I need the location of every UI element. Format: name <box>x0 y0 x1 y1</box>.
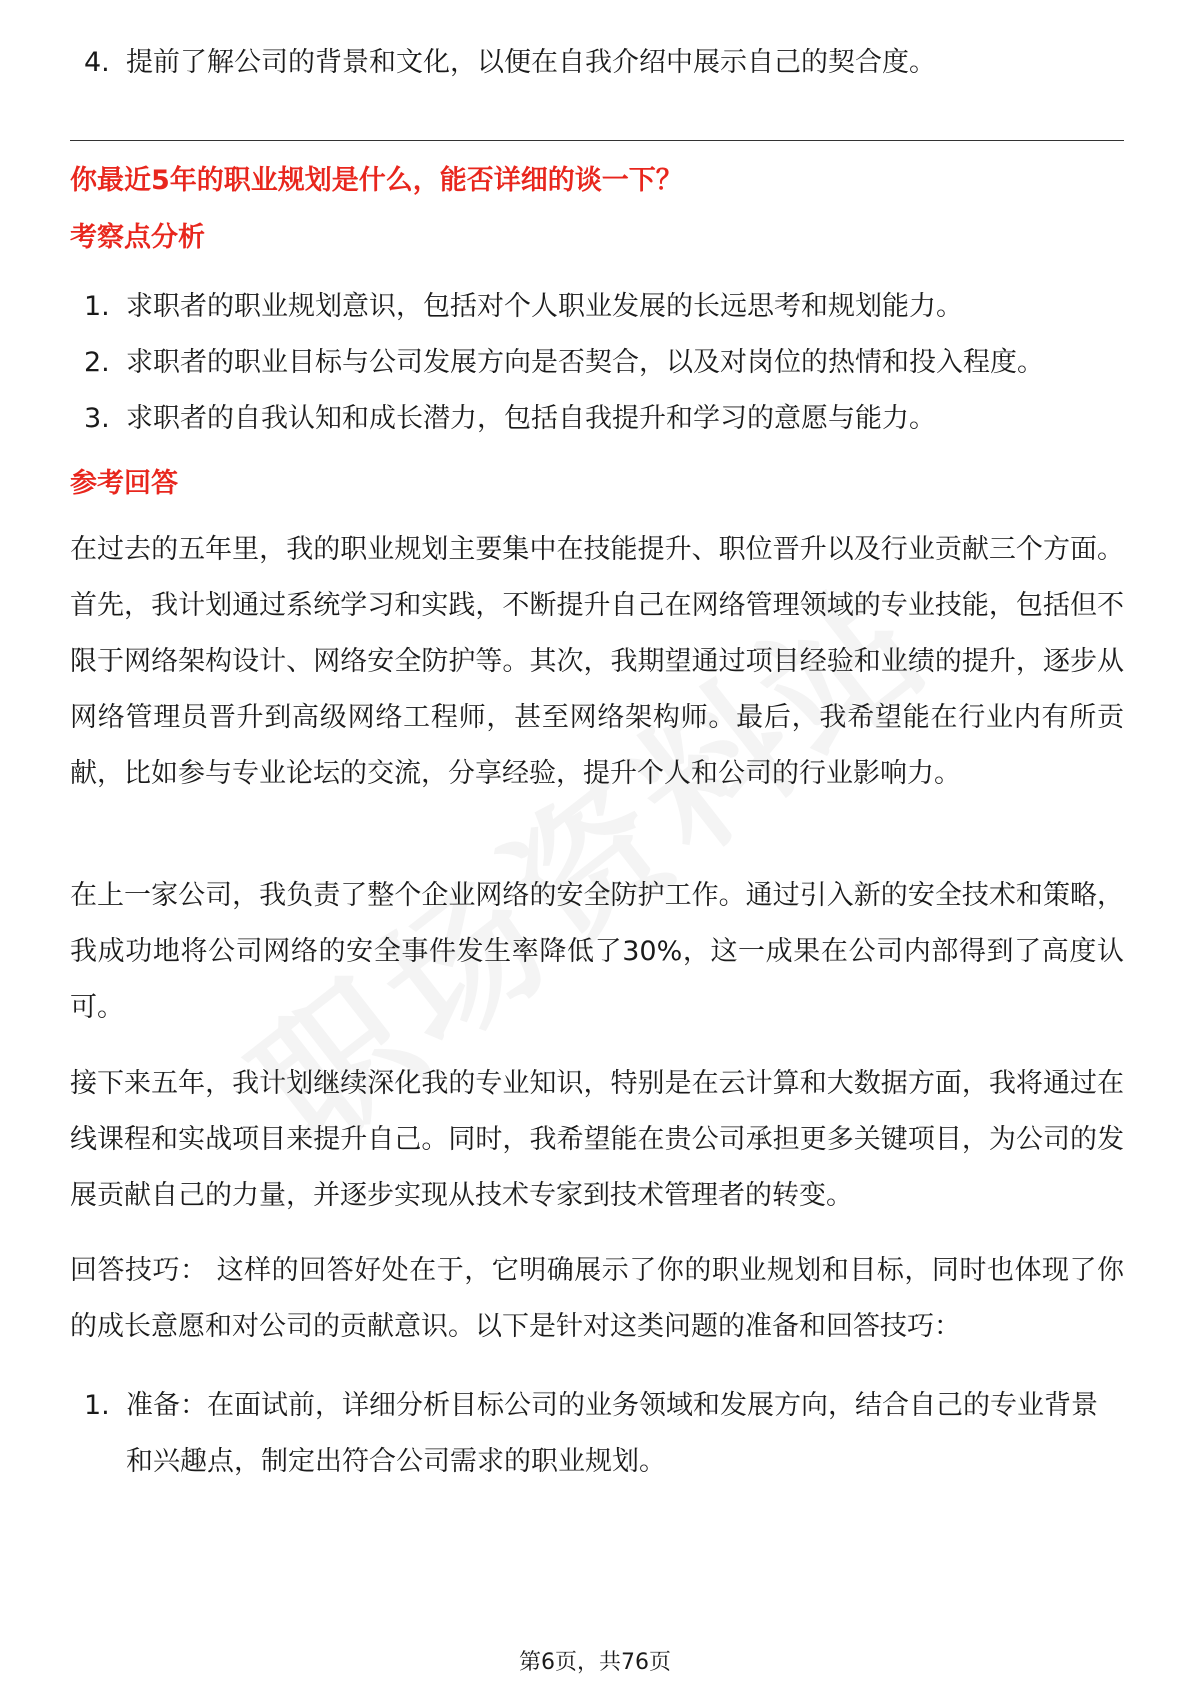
answer-paragraph-3: 接下来五年，我计划继续深化我的专业知识，特别是在云计算和大数据方面，我将通过在线课程和实战项目来提升自己。同时，我希望能在贵公司承担更多关键项目，为公司的发展贡献自己的力量，并逐步实现从技术专家到技术管理者的转变。 <box>70 1068 1124 1211</box>
list-item <box>70 335 1120 391</box>
question-heading: 你最近5年的职业规划是什么，能否详细的谈一下？ <box>70 165 683 196</box>
list-item <box>70 279 1120 335</box>
answer-tips-paragraph: 回答技巧： 这样的回答好处在于，它明确展示了你的职业规划和目标，同时也体现了你的成长意愿和对公司的贡献意识。以下是针对这类问题的准备和回答技巧： <box>70 1255 1124 1342</box>
answer-paragraph-1: 在过去的五年里，我的职业规划主要集中在技能提升、职位晋升以及行业贡献三个方面。首先，我计划通过系统学习和实践，不断提升自己在网络管理领域的专业技能，包括但不限于网络架构设计、网络安全防护等。其次，我期望通过项目经验和业绩的提升，逐步从网络管理员晋升到高级网络工程师，甚至网络架构师。最后，我希望能在行业内有所贡献，比如参与专业论坛的交流，分享经验，提升个人和公司的行业影响力。 <box>70 534 1124 789</box>
list-item <box>70 40 1120 86</box>
list-item <box>70 391 1120 447</box>
analysis-list <box>70 279 1120 447</box>
list-item <box>70 1378 1120 1490</box>
answer-paragraph-2: 在上一家公司，我负责了整个企业网络的安全防护工作。通过引入新的安全技术和策略，我成功地将公司网络的安全事件发生率降低了30%，这一成果在公司内部得到了高度认可。 <box>70 880 1124 1023</box>
list-text: 提前了解公司的背景和文化，以便在自我介绍中展示自己的契合度。 <box>126 47 936 78</box>
list-text: 求职者的职业目标与公司发展方向是否契合，以及对岗位的热情和投入程度。 <box>126 347 1044 378</box>
tips-list <box>70 1378 1120 1490</box>
list-number: 1. <box>84 291 110 322</box>
list-text: 求职者的职业规划意识，包括对个人职业发展的长远思考和规划能力。 <box>126 291 963 322</box>
analysis-heading: 考察点分析 <box>70 222 205 253</box>
list-number: 4. <box>84 47 110 78</box>
page-number: 第6页，共76页 <box>519 1650 671 1675</box>
section-divider <box>70 140 1124 141</box>
list-number: 2. <box>84 347 110 378</box>
list-number: 3. <box>84 403 110 434</box>
list-text: 求职者的自我认知和成长潜力，包括自我提升和学习的意愿与能力。 <box>126 403 936 434</box>
list-number: 1. <box>84 1390 110 1421</box>
prev-list <box>70 40 1120 86</box>
list-text: 准备：在面试前，详细分析目标公司的业务领域和发展方向，结合自己的专业背景和兴趣点，制定出符合公司需求的职业规划。 <box>126 1390 1098 1477</box>
answer-heading: 参考回答 <box>70 468 178 499</box>
